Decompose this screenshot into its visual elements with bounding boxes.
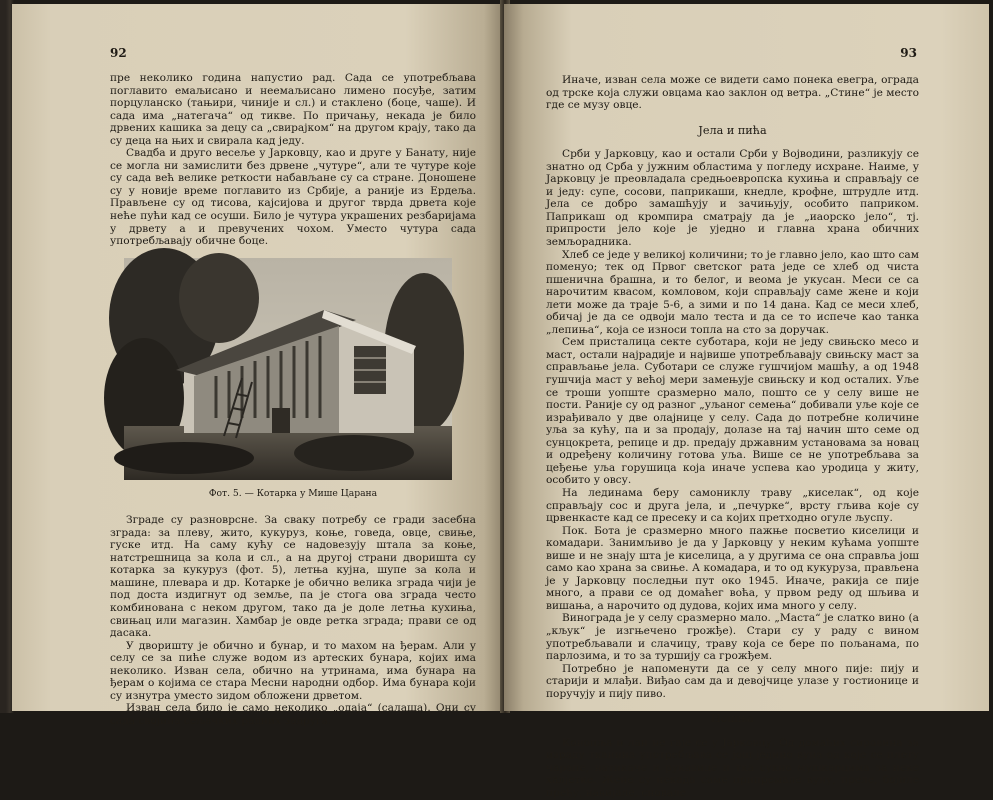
paragraph: Конопља и лан не гаје се у Јарковцу. Од домаћих сировина за израду тканина употребљава се још једино вуна од које се плету чарапе, натикаче и рукавице и тка сукно мушкарцима за неке халјетке. Жене су некада саме припремале вуну, преле, бојиле пређу, навијале, сновале bbox=[546, 736, 919, 799]
paragraph: Зграде су разноврсне. За сваку потребу се гради засебна зграда: за плеву, жито, кукуруз, коње, говеда, овце, свиње, гуске итд. На саму кућу се надовезују штала за коње, натстрешница за кола и сл., а на другој страни дворишта су котарка за кукуруз (фот. 5), летња кујна, шупе за кола и машине, плевара и др. Котарке је обично велика зграда чији је под доста издигнут од земље, па је стога ова зграда често комбинована с неком другом, тако да је доле летња кухиња, свињац или магазин. Хамбар је овде ретка зграда; прави се од дасака. bbox=[110, 514, 476, 640]
paragraph: У дворишту је обично и бунар, и то махом на ђерам. Али у селу се за пиће служе водом из артеских бунара, којих има неколико. Изван села, обично на утринама, има бунара на ђерам о којима се стара Месни народни одбор. Има бунара који су изнутра уместо зидом обложени дрветом. bbox=[110, 639, 476, 702]
section-heading-food: Јела и пића bbox=[698, 123, 767, 137]
photo-image bbox=[124, 258, 452, 480]
paragraph: Срби у Јарковцу, као и остали Срби у Војводини, разликују се знатно од Срба у јужним областима у погледу исхране. Наиме, у Јарковцу је преовладала средњоевропска кухиња и справљају се и једу: супе, сосови, паприкаши, кнедле, крофне, штрудле итд. Јела се добро замашћују и зачињују, особито паприком. Паприкаш од кромпира сматрају да је „иаорско јело“, тј. припрости јело које је уједно и главна храна обичних земљорадника. bbox=[546, 148, 919, 249]
paragraph: Винограда је у селу сразмерно мало. „Маста“ је слатко вино (а „кљук“ је изгњечено грожђе). Стари су у раду с вином употребљавали и слачицу, траву која се бере по пољанама, по парлозима, и то за туршију са грожђем. bbox=[546, 612, 919, 663]
paragraph: Хлеб се једе у великој количини; то је главно јело, као што сам поменуо; тек од Првог светског рата једе се хлеб од чиста пшенична брашна, и то белог, и веома је укусан. Меси се са нарочитим квасом, комловом, који справљају саме жене и који лети може да траје 5-6, а зими и по 14 дана. Кад се меси хлеб, обичај је да се одвоји мало теста и да се то испече као танка „лепиња“, која се износи топла на сто за доручак. bbox=[546, 248, 919, 336]
left-page-text bbox=[110, 72, 476, 728]
photo-caption: Фот. 5. — Котарка у Мише Царана bbox=[208, 487, 378, 499]
photo-corn-crib bbox=[124, 258, 452, 480]
left-page bbox=[12, 4, 504, 727]
page-number-left: 92 bbox=[110, 46, 127, 60]
paragraph: Потребно је напоменути да се у селу много пије: пију и старији и млађи. Виђао сам да и девојчице улазе у гостионице и поручују и пију пиво. bbox=[546, 662, 919, 700]
right-page bbox=[504, 4, 989, 799]
paragraph: На лединама беру самониклу траву „киселак“, од које справљају сос и друга јела, и „печурке“, врсту гљива које су црвенкасте кад се пресеку и са којих претходно огуле љуспу. bbox=[546, 486, 919, 525]
page-number-right: 93 bbox=[900, 46, 917, 60]
paragraph: Сем присталица секте суботара, који не једу свињско месо и маст, остали најрадије и највише употребљавају свињску маст за справљање јела. Суботари се служе гушчијом машћу, а од 1948 гушчија маст у већој мери замењује свињску и код осталих. Уље се троши уопште сразмерно мало, пошто се у селу више не пости. Раније су од разног „уљаног семења“ добивали уље које се израђивало у две олајнице у селу. Сада до потребне количине уља за кућу, па и за продају, долазе на тај начин што семе од сунцокрета, репице и др. предају државним установама за новац и одређену количину готова уља. Више се не употребљава за цеђење уља горушица која иначе успева као уродица у житу, особито у овсу. bbox=[546, 336, 919, 487]
paragraph: Пок. Бота је сразмерно много пажње посветио киселици и комадари. Занимљиво је да у Јарковцу у неким кућама уопште више и не знају шта је киселица, а у другима се она справљa још само као храна за свиње. А комадара, и то од кукуруза, прављена је у Јарковцу последњи пут око 1945. Иначе, ракија се пије много, а прави се од домаћег воћа, у првом реду од шљива и вишања, а нарочито од дудова, којих има много у селу. bbox=[546, 524, 919, 612]
paragraph: Свадба и друго весеље у Јарковцу, као и друге у Банату, није се могла ни замислити без дрвене „чутуре“, али те чутуре које су сада већ велике реткости набављане су са стране. Доношене су у новије време поглавито из Србије, а раније из Ердеља. Прављене су од тисова, кајсијова и другог тврда дрвета које неће пући кад се осуши. Било је чутура украшених резбаријама у дрвету а и превучених чохом. Уместо чутура сада употребљавају обичне боце. bbox=[110, 147, 476, 248]
section-heading-clothing: Ношња bbox=[710, 712, 755, 726]
paragraph: Иначе, изван села може се видети само понека евегра, ограда од трске која служи овцама као заклон од ветра. „Стине“ је место где се музу овце. bbox=[546, 74, 919, 112]
right-page-text bbox=[546, 74, 919, 800]
paragraph: пре неколико година напустио рад. Сада се употребљава поглавито емаљисано и неемаљисано лимено посуђе, затим порцуланско (тањири, чиније и сл.) и стаклено (боце, чаше). И сада има „натегача“ од тикве. По причању, некада је било дрвених кашика за децу са „свирајком“ на другом крају, тако да су деца на њих и свирала кад једу. bbox=[110, 72, 476, 147]
paragraph: Изван села било је само неколико „одаја“ (салаша). Они су сада својина сељачких радних задруга. bbox=[110, 702, 476, 727]
